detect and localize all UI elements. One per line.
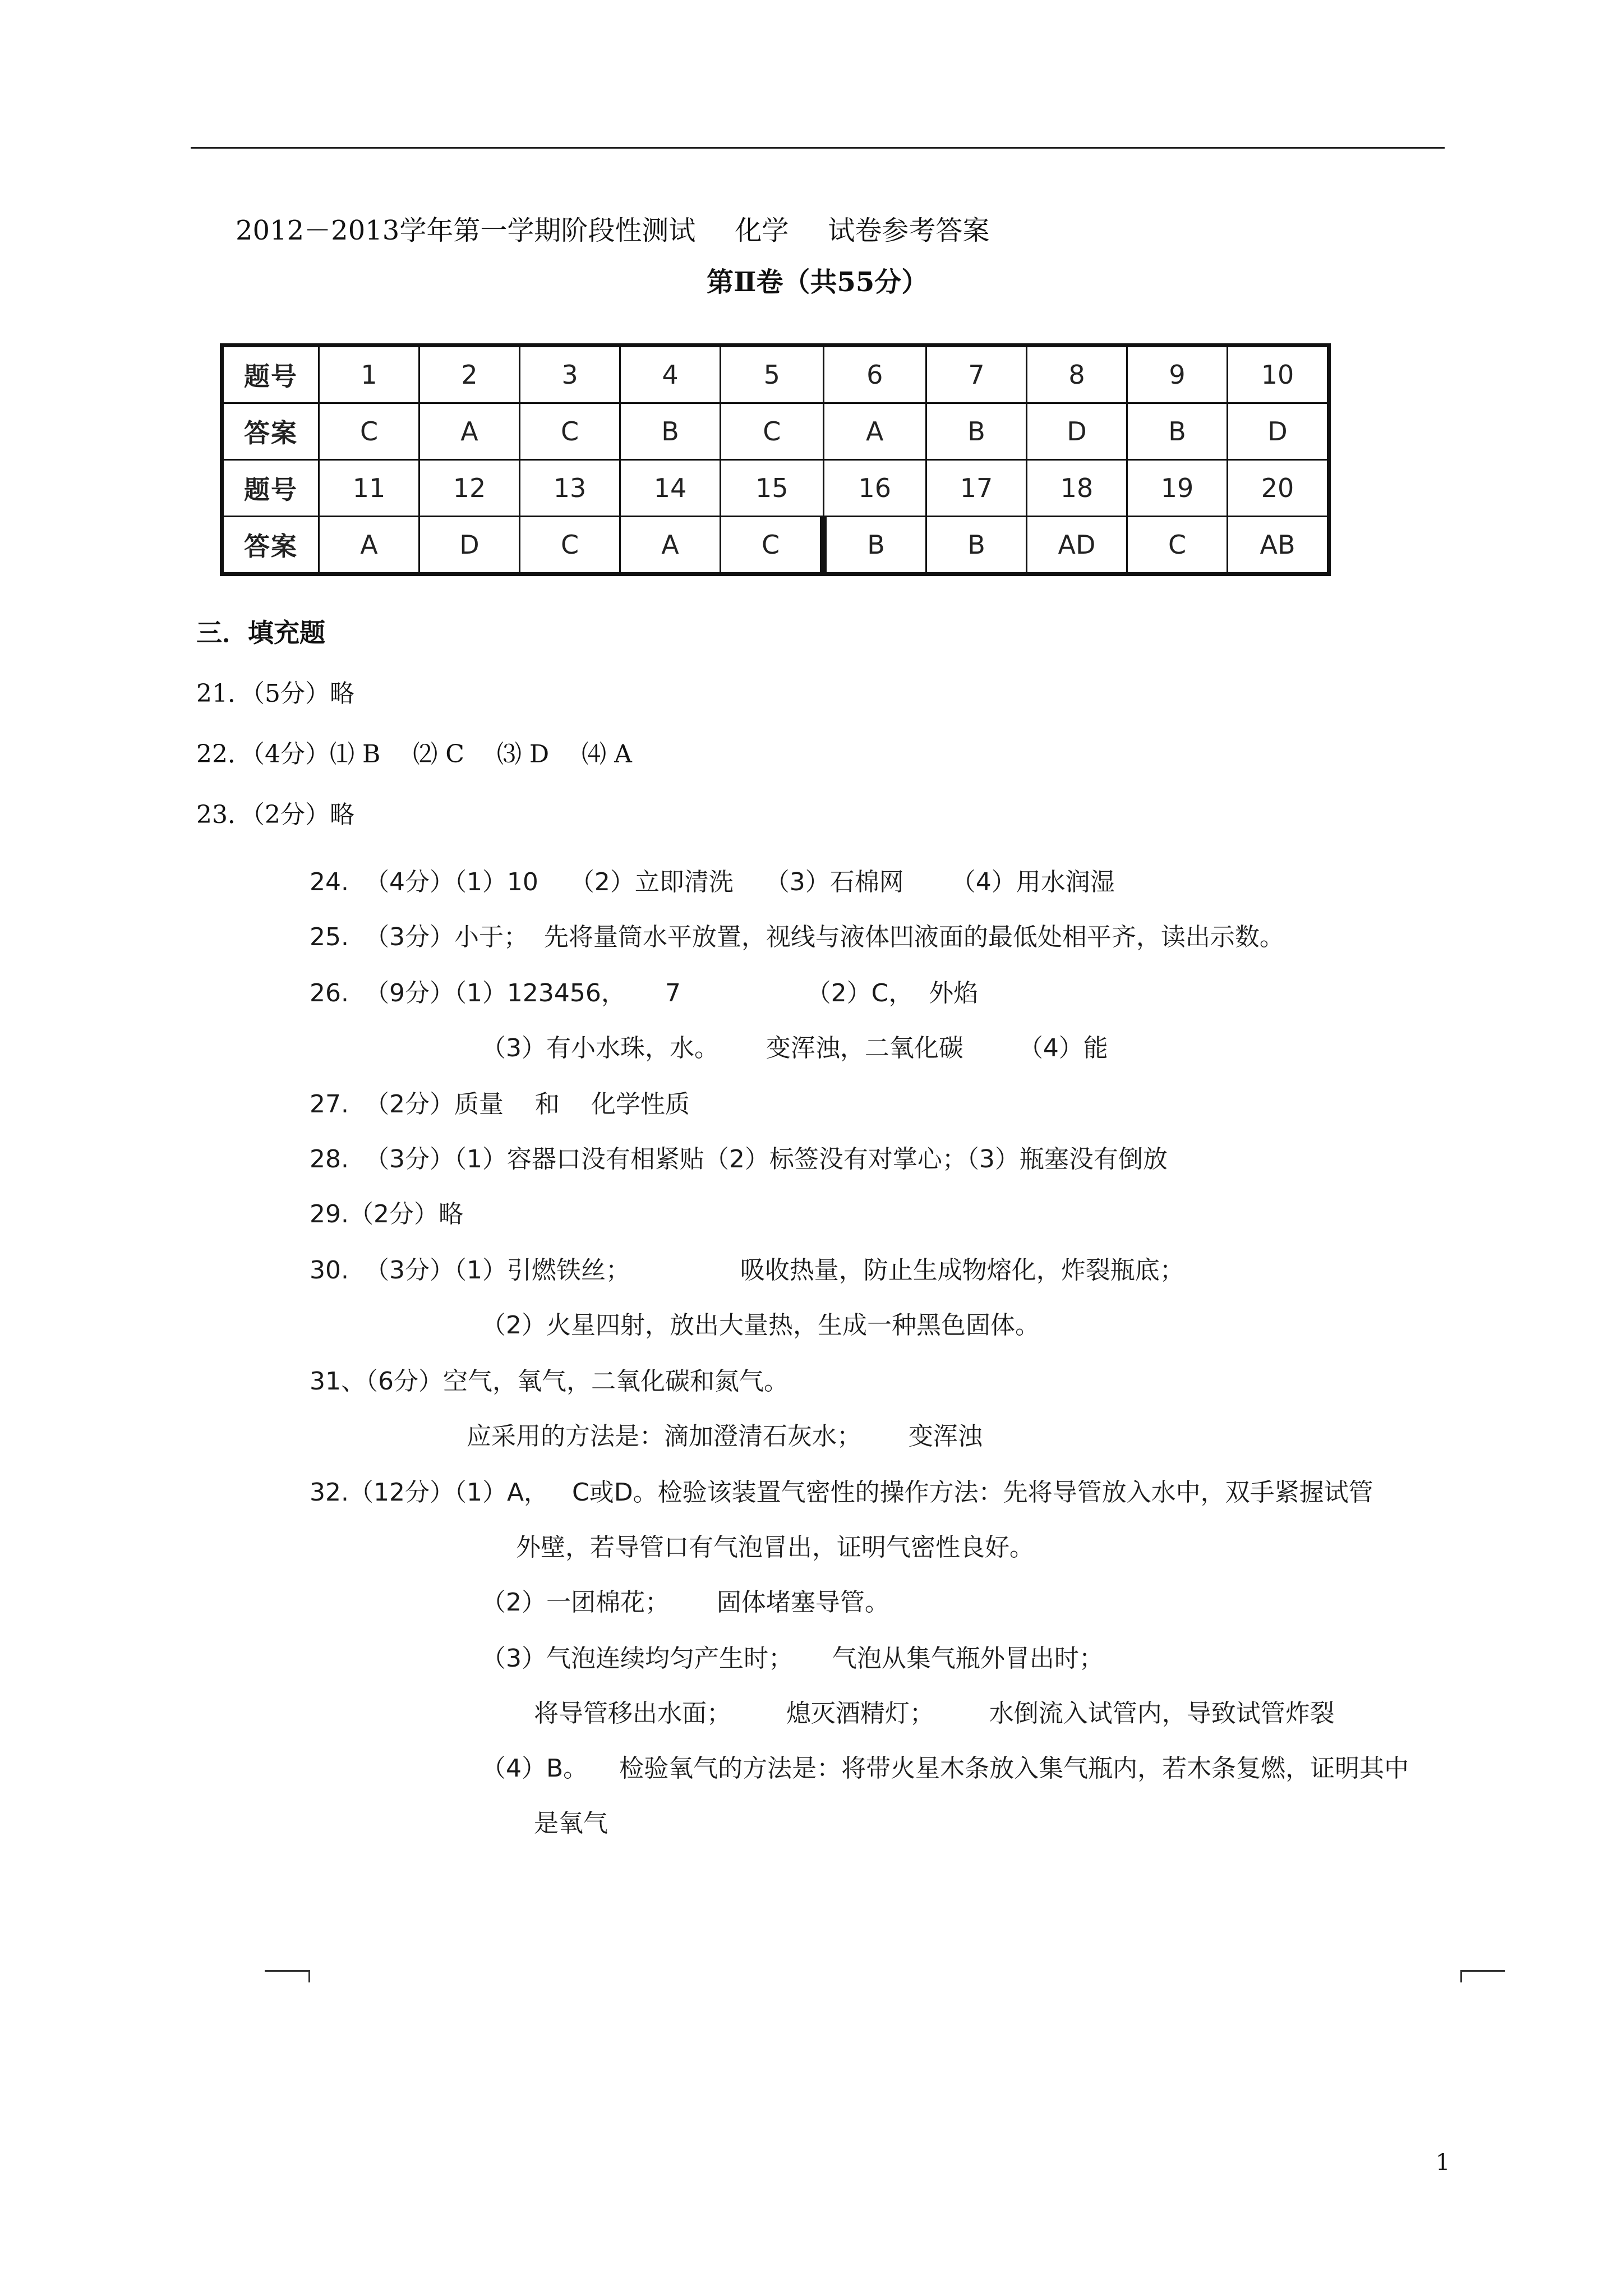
- corner-mark-right-tick: [1460, 1970, 1462, 1982]
- page-title: [236, 209, 1029, 247]
- answer-cell: C: [721, 403, 824, 460]
- question-number: 9: [1127, 346, 1228, 403]
- answer-line-32c: （2）一团棉花； 固体堵塞导管。: [481, 1588, 889, 1617]
- question-number: 5: [721, 346, 824, 403]
- answer-cell: A: [620, 517, 721, 574]
- title-part-1: 2012－2013学年第一学期阶段性测试: [236, 215, 696, 246]
- answer-line-32b: 外壁，若导管口有气泡冒出，证明气密性良好。: [516, 1533, 1034, 1562]
- question-number: 19: [1127, 460, 1228, 517]
- question-number: 15: [721, 460, 824, 517]
- answer-cell: C: [520, 403, 620, 460]
- title-part-3: 试卷参考答案: [828, 215, 990, 246]
- answer-line-31a: 31、（6分）空气，氧气，二氧化碳和氮气。: [310, 1367, 789, 1396]
- answer-line-29: 29.（2分）略: [310, 1200, 463, 1228]
- title-part-2: 化学: [735, 215, 789, 246]
- question-number: 14: [620, 460, 721, 517]
- answer-table: [220, 343, 1331, 576]
- table-row: [222, 403, 1329, 460]
- question-number: 8: [1027, 346, 1127, 403]
- answer-cell: B: [823, 517, 926, 574]
- answer-label: 答案: [222, 517, 319, 574]
- answer-cell: B: [926, 517, 1027, 574]
- section-title: 三．填充题: [196, 618, 325, 648]
- table-row: [222, 517, 1329, 574]
- answer-line-32a: 32.（12分）（1）A， C或D。检验该装置气密性的操作方法：先将导管放入水中，双手紧握试管: [310, 1478, 1373, 1507]
- answer-line-31b: 应采用的方法是：滴加澄清石灰水； 变浑浊: [467, 1422, 983, 1451]
- question-label: 题号: [222, 460, 319, 517]
- answer-cell: B: [620, 403, 721, 460]
- answer-cell: A: [319, 517, 419, 574]
- answer-cell: A: [419, 403, 520, 460]
- answer-line-32g: 是氧气: [534, 1809, 608, 1838]
- answer-cell: B: [1127, 403, 1228, 460]
- page-number: 1: [1436, 2150, 1450, 2175]
- question-number: 18: [1027, 460, 1127, 517]
- answer-line-32f: （4）B。 检验氧气的方法是：将带火星木条放入集气瓶内，若木条复燃，证明其中: [481, 1754, 1409, 1783]
- question-number: 17: [926, 460, 1027, 517]
- answer-cell: C: [721, 517, 824, 574]
- answer-cell: D: [1228, 403, 1329, 460]
- answer-line-22: 22．（4分）⑴ B ⑵ C ⑶ D ⑷ A: [196, 740, 632, 769]
- answer-line-26b: （3）有小水珠，水。 变浑浊，二氧化碳 （4）能: [481, 1034, 1108, 1062]
- answer-line-21: 21．（5分）略: [196, 679, 354, 708]
- answer-cell: B: [926, 403, 1027, 460]
- question-number: 7: [926, 346, 1027, 403]
- answer-cell: C: [1127, 517, 1228, 574]
- question-number: 12: [419, 460, 520, 517]
- question-number: 2: [419, 346, 520, 403]
- answer-label: 答案: [222, 403, 319, 460]
- question-number: 20: [1228, 460, 1329, 517]
- corner-mark-left-tick: [308, 1970, 310, 1982]
- answer-line-26a: 26. （9分）（1）123456， 7 （2）C， 外焰: [310, 979, 979, 1007]
- question-number: 10: [1228, 346, 1329, 403]
- answer-cell: AD: [1027, 517, 1127, 574]
- question-number: 11: [319, 460, 419, 517]
- answer-cell: C: [520, 517, 620, 574]
- answer-line-32d: （3）气泡连续均匀产生时； 气泡从集气瓶外冒出时；: [481, 1644, 1104, 1673]
- answer-cell: C: [319, 403, 419, 460]
- question-number: 16: [823, 460, 926, 517]
- answer-line-23: 23．（2分）略: [196, 800, 354, 829]
- question-number: 3: [520, 346, 620, 403]
- answer-line-24: 24. （4分）（1）10 （2）立即清洗 （3）石棉网 （4）用水润湿: [310, 868, 1115, 896]
- question-label: 题号: [222, 346, 319, 403]
- corner-mark-right: [1460, 1970, 1505, 1972]
- question-number: 13: [520, 460, 620, 517]
- answer-line-28: 28. （3分）（1）容器口没有相紧贴（2）标签没有对掌心；（3）瓶塞没有倒放: [310, 1145, 1168, 1174]
- answer-cell: AB: [1228, 517, 1329, 574]
- question-number: 1: [319, 346, 419, 403]
- answer-line-32e: 将导管移出水面； 熄灭酒精灯； 水倒流入试管内，导致试管炸裂: [534, 1699, 1335, 1728]
- answer-cell: D: [419, 517, 520, 574]
- answer-cell: D: [1027, 403, 1127, 460]
- answer-cell: A: [823, 403, 926, 460]
- table-row: [222, 346, 1329, 403]
- answer-line-25: 25. （3分）小于； 先将量筒水平放置，视线与液体凹液面的最低处相平齐，读出示数。: [310, 923, 1284, 951]
- answer-line-27: 27. （2分）质量 和 化学性质: [310, 1090, 690, 1119]
- answer-line-30a: 30. （3分）（1）引燃铁丝； 吸收热量，防止生成物熔化，炸裂瓶底；: [310, 1256, 1184, 1285]
- answer-line-30b: （2）火星四射，放出大量热，生成一种黑色固体。: [481, 1311, 1040, 1340]
- table-row: [222, 460, 1329, 517]
- top-rule: [191, 147, 1445, 149]
- question-number: 6: [823, 346, 926, 403]
- question-number: 4: [620, 346, 721, 403]
- corner-mark-left: [265, 1970, 310, 1972]
- page-subtitle: 第Ⅱ卷（共55分）: [707, 266, 929, 298]
